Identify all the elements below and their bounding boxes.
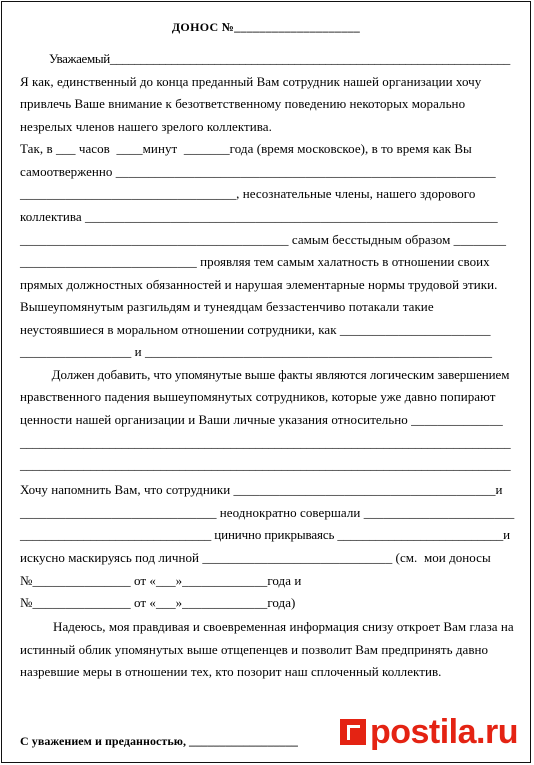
line-18: _____________________________________________________________________________ (20, 457, 511, 472)
line-2: привлечь Ваше внимание к безответственному поведению некоторых морально (20, 96, 466, 111)
line-13: _________________ и _____________________________________________________ (20, 344, 493, 359)
document-page (1, 1, 531, 763)
postila-logo (340, 712, 518, 752)
line-5: самоотверженно __________________________________________________________ (20, 164, 496, 179)
line-7: коллектива _______________________________________________________________ (20, 209, 498, 224)
line-16: ценности нашей организации и Ваши личные указания относительно ______________ (20, 412, 503, 427)
line-19: Хочу напомнить Вам, что сотрудники ________________________________________и (20, 482, 503, 497)
line-9: ___________________________ проявляя тем самым халатность в отношении своих (20, 254, 490, 269)
line-1: Я как, единственный до конца преданный Вам сотрудник нашей организации хочу (20, 74, 482, 89)
line-23: №_______________ от «___»_____________года и (20, 573, 302, 588)
line-6: _________________________________, несознательные члены, нашего здорового (20, 186, 476, 201)
line-25: Надеюсь, моя правдивая и своевременная информация снизу откроет Вам глаза на (20, 619, 514, 634)
line-20: ______________________________ неоднократно совершали _______________________ (20, 505, 515, 520)
line-26: истинный облик упомянутых выше отщепенцев и позволит Вам предпринять давно (20, 642, 489, 657)
line-12: неустоявшиеся в моральном отношении сотрудники, как _______________________ (20, 322, 491, 337)
postila-logo-icon (340, 719, 366, 745)
line-4: Так, в ___ часов ____минут _______года (время московское), в то время как Вы (20, 141, 472, 156)
line-17: _____________________________________________________________________________ (20, 435, 511, 450)
postila-logo-text: postila.ru (369, 712, 518, 751)
line-greeting: Уважаемый_________________________________________________________________ (20, 51, 510, 66)
line-8: _________________________________________ самым бесстыдным образом ________ (20, 232, 507, 247)
line-22: искусно маскируясь под личной _____________________________ (см. мои доносы (20, 550, 491, 565)
line-27: назревшие меры в отношении тех, кто позорит наш сплоченный коллектив. (20, 664, 442, 679)
signature-line: С уважением и преданностью, __________________ (20, 734, 298, 748)
document-title: ДОНОС №____________________ (171, 20, 361, 34)
line-14: Должен добавить, что упомянутые выше факты являются логическим завершением (20, 367, 510, 382)
line-21: ______________________________ цинично прикрываясь __________________________и (20, 527, 510, 542)
line-15: нравственного падения вышеупомянутых сотрудников, которые уже давно попирают (20, 389, 496, 404)
line-3: незрелых членов нашего зрелого коллектива. (20, 119, 272, 134)
line-24: №_______________ от «___»_____________года) (20, 595, 296, 610)
line-10: прямых должностных обязанностей и нарушая элементарные нормы трудовой этики. (20, 277, 498, 292)
line-11: Вышеупомянутым разгильдям и тунеядцам беззастенчиво потакали такие (20, 299, 434, 314)
